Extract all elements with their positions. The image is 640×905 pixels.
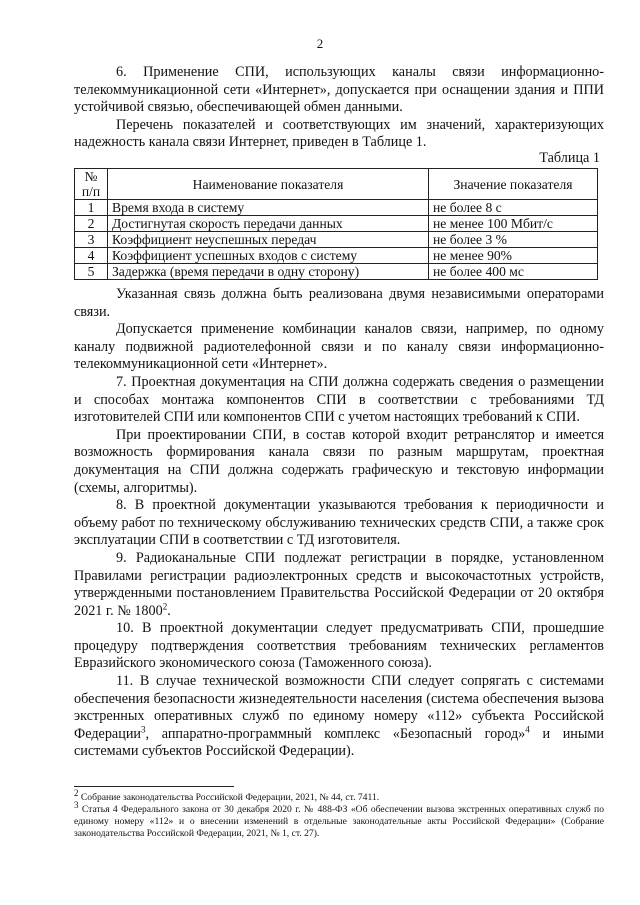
table-row xyxy=(75,200,598,216)
footnote-separator xyxy=(74,786,234,787)
table-row xyxy=(75,216,598,232)
paragraph-6-block xyxy=(74,64,604,152)
row-name: Коэффициент неуспешных передач xyxy=(108,232,429,248)
paragraph-7: 7. Проектная документация на СПИ должна содержать сведения о размещении и способах монтажа компонентов СПИ в соответствии с требованиями ТД изготовителей СПИ или компонентов СПИ с учетом настоящих требований к СПИ. xyxy=(74,373,604,426)
footnotes xyxy=(74,787,604,840)
row-value: не более 400 мс xyxy=(429,264,598,280)
paragraph-11-part-b: , аппаратно-программный комплекс «Безопасный город» xyxy=(145,725,526,742)
row-name: Задержка (время передачи в одну сторону) xyxy=(108,264,429,280)
footnote-2-mark: 2 xyxy=(74,787,79,798)
footnote-ref-4: 4 xyxy=(525,724,530,735)
paragraph-repeater: При проектировании СПИ, в состав которой входит ретранслятор и имеется возможность формирования канала связи по разным маршрутам, проектная документация на СПИ должна содержать графическую и текстовую информации (схемы, алгоритмы). xyxy=(74,426,604,496)
paragraph-6: 6. Применение СПИ, использующих каналы связи информационно-телекоммуникационной сети «Интернет», допускается при оснащении здания и ППИ устойчивой связью, обеспечивающей обмен данными. xyxy=(74,64,604,116)
footnote-3-mark: 3 xyxy=(74,799,79,810)
paragraph-combination: Допускается применение комбинации каналов связи, например, по одному каналу подвижной радиотелефонной связи и по каналу связи информационно-телекоммуникационной сети «Интернет». xyxy=(74,321,604,373)
row-num: 3 xyxy=(75,232,108,248)
paragraph-9-text: 9. Радиоканальные СПИ подлежат регистрации в порядке, установленном Правилами регистрации радиоэлектронных средств и высокочастотных устройств, утвержденными постановлением Правительства Российской Федерации от 20 октября 2021 г. № 1800 xyxy=(74,549,604,619)
row-name: Достигнутая скорость передачи данных xyxy=(108,216,429,232)
paragraph-table-intro: Перечень показателей и соответствующих им значений, характеризующих надежность канала связи Интернет, приведен в Таблице 1. xyxy=(74,116,604,151)
row-num: 5 xyxy=(75,264,108,280)
row-name: Время входа в систему xyxy=(108,200,429,216)
paragraph-10: 10. В проектной документации следует предусматривать СПИ, прошедшие процедуру подтверждения соответствия требованиям технических регламентов Евразийского экономического союза (Таможенного союза). xyxy=(74,620,604,672)
table-row xyxy=(75,264,598,280)
indicators-table xyxy=(74,168,598,280)
row-num: 4 xyxy=(75,248,108,264)
paragraph-11-part-c: и иными системами субъектов Российской Федерации). xyxy=(74,725,604,760)
table-row xyxy=(75,232,598,248)
footnote-ref-3: 3 xyxy=(141,724,146,735)
paragraph-11-part-a: 11. В случае технической возможности СПИ следует сопрягать с системами обеспечения безопасности жизнедеятельности населения (система обеспечения вызова экстренных оперативных служб по единому номеру «112» субъекта Российской Федерации xyxy=(74,673,604,742)
footnote-3-text: Статья 4 Федерального закона от 30 декабря 2020 г. № 488-ФЗ «Об обеспечении вызова экстренных оперативных служб по единому номеру «112» и о внесении изменений в отдельные законодательные акты Российской Федерации» (Собрание законодательства Российской Федерации, 2021, № 1, ст. 27). xyxy=(74,804,604,839)
table-row xyxy=(75,248,598,264)
row-value: не более 8 с xyxy=(429,200,598,216)
row-num: 1 xyxy=(75,200,108,216)
header-num: № п/п xyxy=(75,169,108,200)
header-value: Значение показателя xyxy=(429,169,598,200)
paragraph-9-end: . xyxy=(167,602,171,619)
header-name: Наименование показателя xyxy=(108,169,429,200)
paragraph-8: 8. В проектной документации указываются требования к периодичности и объему работ по техническому обслуживанию технических средств СПИ, а также срок эксплуатации СПИ в соответствии с ТД изготовителя. xyxy=(74,497,604,549)
table-header-row xyxy=(75,169,598,200)
row-value: не менее 90% xyxy=(429,248,598,264)
paragraph-two-operators: Указанная связь должна быть реализована двумя независимыми операторами связи. xyxy=(74,286,604,320)
paragraph-9 xyxy=(74,550,604,620)
row-value: не менее 100 Мбит/с xyxy=(429,216,598,232)
body-text xyxy=(74,286,604,761)
row-value: не более 3 % xyxy=(429,232,598,248)
table-caption: Таблица 1 xyxy=(539,150,600,166)
page-number: 2 xyxy=(316,36,324,51)
row-name: Коэффициент успешных входов с систему xyxy=(108,248,429,264)
paragraph-11 xyxy=(74,673,604,761)
footnote-ref-2: 2 xyxy=(162,600,168,611)
footnote-3 xyxy=(74,799,604,840)
row-num: 2 xyxy=(75,216,108,232)
footnote-2-text: Собрание законодательства Российской Федерации, 2021, № 44, ст. 7411. xyxy=(78,792,380,803)
footnote-2 xyxy=(74,787,604,804)
